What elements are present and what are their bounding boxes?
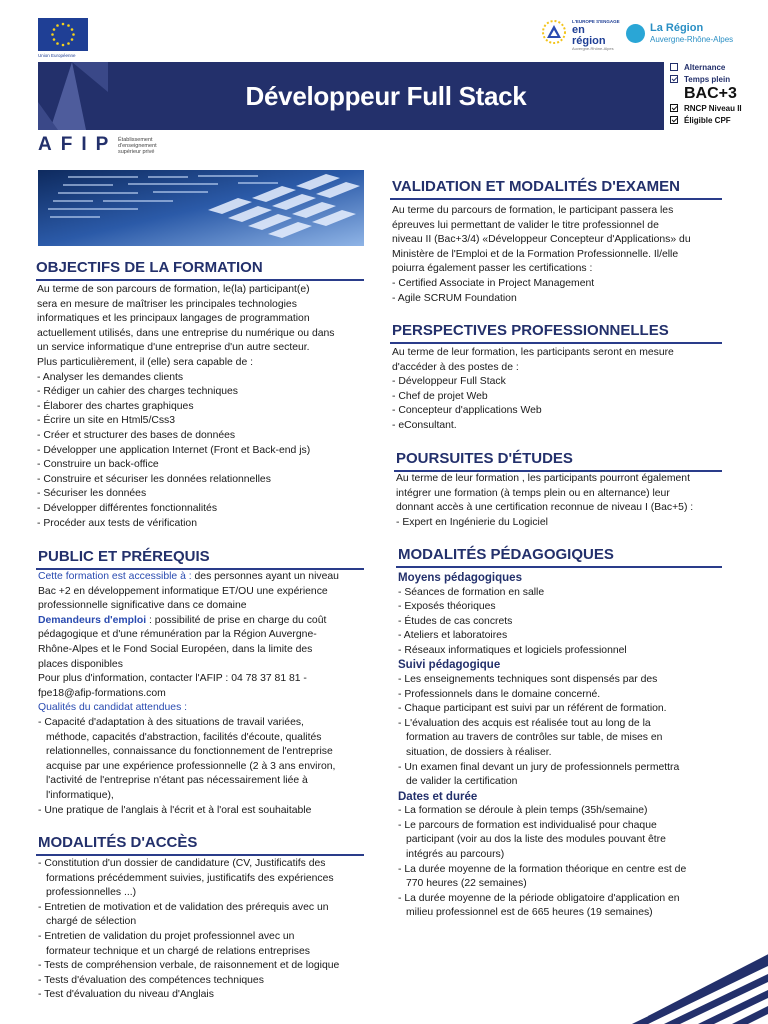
badge-rncp bbox=[670, 102, 766, 114]
badge-alternance-label: Alternance bbox=[684, 62, 726, 72]
text-line: professionnelle significative dans ce domaine bbox=[38, 600, 247, 612]
badge-alternance bbox=[670, 61, 766, 73]
afip-subtitle: Établissement d'enseignement supérieur privé bbox=[118, 137, 157, 155]
decorative-stripes bbox=[628, 944, 768, 1024]
section-rule bbox=[390, 342, 722, 344]
list-item: - Le parcours de formation est individualisé pour chaque bbox=[398, 819, 657, 831]
objectifs-body bbox=[37, 283, 367, 531]
list-item: - La formation se déroule à plein temps (35h/semaine) bbox=[398, 805, 648, 817]
section-title-pedagogiques: MODALITÉS PÉDAGOGIQUES bbox=[398, 546, 614, 563]
list-item: - Professionnels dans le domaine concerné. bbox=[398, 688, 601, 700]
access-label: Cette formation est accessible à : bbox=[38, 571, 192, 582]
list-item-cont: acquise par une expérience professionnelle (2 à 3 ans environ, bbox=[46, 760, 336, 772]
list-item: - Développer différentes fonctionnalités bbox=[37, 502, 218, 514]
checkbox-checked-icon bbox=[670, 75, 678, 83]
text-line: pédagogique et d'une rémunération par la Région Auvergne- bbox=[38, 629, 317, 641]
page-title: Développeur Full Stack bbox=[245, 81, 527, 111]
list-item: - La durée moyenne de la période obligatoire d'application en bbox=[398, 892, 680, 904]
validation-body bbox=[392, 204, 732, 306]
list-item: - Certified Associate in Project Management bbox=[392, 277, 595, 289]
list-item: - Entretien de validation du projet professionnel avec un bbox=[38, 930, 295, 942]
list-item-cont: formation au travers de contrôles sur table, de mises en bbox=[406, 732, 663, 744]
list-item: - Ateliers et laboratoires bbox=[398, 630, 508, 642]
badge-temps-plein-label: Temps plein bbox=[684, 74, 731, 84]
triangle-logo-icon bbox=[540, 20, 568, 44]
list-item: - Séances de formation en salle bbox=[398, 586, 545, 598]
text-line: Au terme de leur formation , les participants pourront également bbox=[396, 473, 690, 484]
list-item: - Tests de compréhension verbale, de raisonnement et de logique bbox=[38, 960, 340, 972]
text-line: donnant accès à une certification reconnue de niveau I (Bac+5) : bbox=[396, 502, 694, 514]
text-line: Au terme du parcours de formation, le participant passera les bbox=[392, 205, 674, 216]
region-circle-icon bbox=[626, 24, 645, 43]
reg1-line2: en région bbox=[572, 23, 606, 47]
perspectives-body bbox=[392, 346, 732, 434]
section-title-objectifs: OBJECTIFS DE LA FORMATION bbox=[36, 259, 263, 276]
emploi-label: Demandeurs d'emploi bbox=[38, 614, 147, 626]
text-line: d'accéder à des postes de : bbox=[392, 361, 519, 373]
region-name: La Région bbox=[650, 22, 704, 34]
section-title-validation: VALIDATION ET MODALITÉS D'EXAMEN bbox=[392, 178, 681, 195]
section-title-poursuites: POURSUITES D'ÉTUDES bbox=[396, 450, 573, 467]
list-item: - Chef de projet Web bbox=[392, 390, 488, 402]
list-item-cont: de valider la certification bbox=[406, 776, 518, 788]
list-item-cont: milieu professionnel est de 665 heures (19 semaines) bbox=[406, 907, 653, 919]
list-item: - Analyser les demandes clients bbox=[37, 371, 184, 383]
list-item: - Rédiger un cahier des charges techniques bbox=[37, 386, 239, 398]
list-item: - Concepteur d'applications Web bbox=[392, 405, 542, 417]
code-keyboard-photo bbox=[38, 170, 364, 246]
list-item: - Tests d'évaluation des compétences techniques bbox=[38, 974, 264, 986]
badge-rncp-label: RNCP Niveau II bbox=[684, 103, 742, 113]
access-text: des personnes ayant un niveau bbox=[191, 571, 339, 582]
section-rule bbox=[36, 279, 364, 281]
list-item: - Les enseignements techniques sont dispensés par des bbox=[398, 673, 658, 685]
poursuites-body bbox=[396, 472, 736, 530]
text-line: Pour plus d'information, contacter l'AFIP : 04 78 37 81 81 - bbox=[38, 673, 307, 685]
text-line: Plus particulièrement, il (elle) sera capable de : bbox=[37, 356, 253, 368]
section-title-perspectives: PERSPECTIVES PROFESSIONNELLES bbox=[392, 322, 669, 339]
text-line: épreuves lui permettant de valider le titre professionnel de bbox=[392, 219, 659, 231]
list-item-cont: méthode, capacités d'abstraction, facilités d'écoute, qualités bbox=[46, 731, 322, 743]
text-line: actuellement utilisés, dans une entreprise du numérique ou dans bbox=[37, 327, 335, 339]
afip-emblem bbox=[38, 62, 108, 130]
list-item: - Capacité d'adaptation à des situations de travail variées, bbox=[38, 716, 304, 728]
list-item-cont: intégrés au parcours) bbox=[406, 849, 505, 860]
section-rule bbox=[396, 566, 722, 568]
emploi-text: : possibilité de prise en charge du coût bbox=[146, 614, 327, 626]
dates-label: Dates et durée bbox=[398, 790, 478, 803]
list-item: - La durée moyenne de la formation théorique en centre est de bbox=[398, 863, 687, 875]
text-line: informatiques et les principaux langages de programmation bbox=[37, 313, 310, 325]
text-line: Bac +2 en développement informatique ET/OU une expérience bbox=[38, 585, 328, 597]
list-item: - Construire un back-office bbox=[37, 459, 159, 471]
pedagogiques-body bbox=[398, 571, 738, 921]
access-line bbox=[38, 570, 368, 585]
title-band bbox=[108, 62, 664, 130]
text-line: Ministère de l'Emploi et de la Formation Professionnelle. Il/elle bbox=[392, 248, 679, 260]
list-item: - Une pratique de l'anglais à l'écrit et à l'oral est souhaitable bbox=[38, 804, 312, 816]
text-line: Au terme de leur formation, les participants seront en mesure bbox=[392, 347, 674, 358]
section-title-acces: MODALITÉS D'ACCÈS bbox=[38, 834, 198, 851]
text-line: niveau II (Bac+3/4) «Développeur Concepteur d'Applications» du bbox=[392, 234, 691, 246]
text-line: poiurra également passer les certifications : bbox=[392, 263, 593, 275]
reg1-line3: Auvergne-Rhône-Alpes bbox=[572, 45, 614, 51]
emploi-line bbox=[38, 614, 368, 629]
section-rule bbox=[36, 854, 364, 856]
list-item: - Entretien de motivation et de validation des prérequis avec un bbox=[38, 901, 329, 913]
list-item-cont: participant (voir au dos la liste des modules pouvant être bbox=[406, 834, 666, 846]
badges-panel bbox=[670, 61, 766, 126]
list-item: - Constitution d'un dossier de candidature (CV, Justificatifs des bbox=[38, 858, 326, 869]
list-item: - eConsultant. bbox=[392, 419, 457, 431]
eu-logo bbox=[38, 18, 88, 58]
reg1-line1: L'EUROPE S'ENGAGE bbox=[572, 19, 620, 24]
acces-body bbox=[38, 857, 368, 1003]
list-item-cont: l'activité de l'entreprise n'étant pas nécessairement liée à bbox=[46, 775, 308, 787]
eu-flag-icon bbox=[38, 18, 88, 51]
badge-level: BAC+3 bbox=[684, 84, 737, 102]
afip-emblem-icon bbox=[38, 62, 108, 130]
list-item-cont: situation, de dossiers à réaliser. bbox=[406, 746, 552, 758]
badge-cpf bbox=[670, 114, 766, 126]
list-item: - Expert en Ingénierie du Logiciel bbox=[396, 516, 548, 528]
badge-temps-plein bbox=[670, 73, 766, 85]
list-item-cont: chargé de sélection bbox=[46, 916, 137, 928]
region-logo bbox=[626, 22, 736, 46]
list-item: - Un examen final devant un jury de professionnels permettra bbox=[398, 761, 680, 773]
badge-cpf-label: Éligible CPF bbox=[684, 115, 731, 125]
list-item: - Exposés théoriques bbox=[398, 601, 496, 613]
text-line: Au terme de son parcours de formation, le(la) participant(e) bbox=[37, 284, 310, 295]
europe-region-logo bbox=[540, 18, 620, 51]
list-item: - Développeur Full Stack bbox=[392, 376, 506, 388]
list-item: - Construire et sécuriser les données relationnelles bbox=[37, 473, 271, 485]
section-title-public: PUBLIC ET PRÉREQUIS bbox=[38, 548, 210, 565]
text-line: intégrer une formation (à temps plein ou en alternance) leur bbox=[396, 487, 670, 499]
public-body bbox=[38, 570, 368, 818]
list-item: - Développer une application Internet (Front et Back-end js) bbox=[37, 444, 311, 456]
region-subname: Auvergne-Rhône-Alpes bbox=[650, 35, 734, 44]
list-item: - Sécuriser les données bbox=[37, 488, 147, 500]
section-rule bbox=[390, 198, 722, 200]
checkbox-checked-icon bbox=[670, 116, 678, 124]
list-item: - Élaborer des chartes graphiques bbox=[37, 400, 194, 412]
list-item: - Procéder aux tests de vérification bbox=[37, 517, 197, 529]
list-item-cont: 770 heures (22 semaines) bbox=[406, 878, 527, 890]
list-item: - L'évaluation des acquis est réalisée tout au long de la bbox=[398, 717, 651, 729]
text-line: un service informatique d'une entreprise d'un autre secteur. bbox=[37, 342, 310, 354]
list-item-cont: relationnelles, connaissance du fonctionnement de l'entreprise bbox=[46, 746, 333, 758]
qualites-label: Qualités du candidat attendues : bbox=[38, 702, 188, 714]
moyens-label: Moyens pédagogiques bbox=[398, 572, 522, 584]
checkbox-checked-icon bbox=[670, 104, 678, 112]
eu-caption: Union Européenne bbox=[38, 53, 76, 58]
suivi-label: Suivi pédagogique bbox=[398, 659, 501, 672]
list-item: - Réseaux informatiques et logiciels professionnel bbox=[398, 644, 627, 656]
list-item: - Test d'évaluation du niveau d'Anglais bbox=[38, 989, 214, 1001]
email-link[interactable]: fpe18@afip-formations.com bbox=[38, 687, 166, 699]
list-item-cont: professionnelles ...) bbox=[46, 887, 137, 899]
text-line: sera en mesure de maîtriser les principales technologies bbox=[37, 298, 297, 310]
afip-wordmark: AFIP bbox=[38, 134, 118, 155]
list-item: - Créer et structurer des bases de données bbox=[37, 429, 236, 441]
list-item-cont: l'informatique), bbox=[46, 789, 114, 801]
list-item: - Agile SCRUM Foundation bbox=[392, 292, 517, 304]
list-item: - Écrire un site en Html5/Css3 bbox=[37, 415, 176, 427]
text-line: places disponibles bbox=[38, 658, 123, 670]
list-item: - Chaque participant est suivi par un référent de formation. bbox=[398, 703, 667, 715]
text-line: Rhône-Alpes et le Fond Social Européen, dans la limite des bbox=[38, 643, 313, 655]
list-item: - Études de cas concrets bbox=[398, 615, 513, 627]
list-item-cont: formations précédemment suivies, justificatifs des expériences bbox=[46, 872, 334, 884]
checkbox-empty-icon bbox=[670, 63, 678, 71]
list-item-cont: formateur technique et un chargé de relations entreprises bbox=[46, 945, 310, 957]
